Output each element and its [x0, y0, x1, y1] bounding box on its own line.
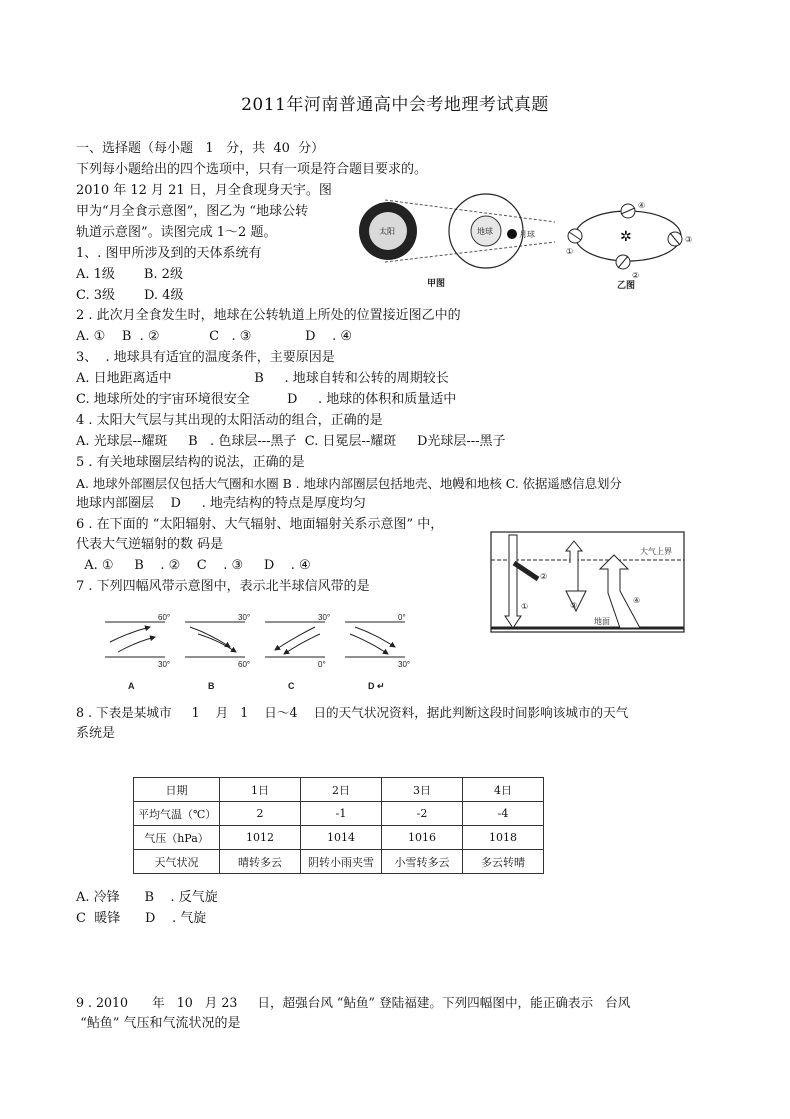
- atmosphere-top-label: 大气上界: [640, 547, 672, 556]
- table-cell: 小雪转多云: [382, 850, 463, 874]
- question-6-options: A. ① B . ② C . ③ D . ④: [76, 558, 311, 573]
- question-stem: 轨道示意图”。读图完成 1～2 题。: [76, 225, 277, 240]
- question-4: 4 . 太阳大气层与其出现的太阳活动的组合，正确的是: [76, 413, 383, 428]
- table-cell: 平均气温（℃）: [134, 802, 220, 826]
- table-header-cell: 4日: [463, 778, 544, 802]
- lunar-eclipse-diagram: [359, 194, 555, 288]
- point-1: ①: [566, 247, 574, 256]
- sun-label: 太阳: [379, 227, 395, 236]
- table-cell: 1014: [301, 826, 382, 850]
- table-header-cell: 日期: [134, 778, 220, 802]
- ground-label: 地面: [594, 617, 610, 626]
- question-8: 8 . 下表是某城市 1 月 1 日～4 日的天气状况资料，据此判断这段时间影响该城市的天气: [76, 705, 629, 720]
- question-1: 1、. 图甲所涉及到的天体系统有: [76, 246, 262, 261]
- table-cell: 阴转小雨夹雪: [301, 850, 382, 874]
- question-3-options: A. 日地距离适中 B . 地球自转和公转的周期较长: [76, 371, 449, 386]
- arrow-label-1: ①: [521, 602, 529, 611]
- option-d-label: D ↵: [368, 681, 385, 691]
- question-2: 2 . 此次月全食发生时，地球在公转轨道上所处的位置接近图乙中的: [76, 308, 461, 323]
- question-3-options: C. 地球所处的宇宙环境很安全 D . 地球的体积和质量适中: [76, 392, 457, 407]
- lat-top-d: 0°: [398, 613, 406, 622]
- question-5-options: A. 地球外部圈层仅包括大气圈和水圈 B . 地球内部圈层包括地壳、地幔和地核 C. 依据遥感信息划分: [76, 476, 622, 491]
- table-cell: 天气状况: [134, 850, 220, 874]
- question-8-options: A. 冷锋 B . 反气旋: [76, 890, 218, 905]
- radiation-figure: [490, 531, 686, 635]
- page-title: 2011年河南普通高中会考地理考试真题: [241, 95, 549, 115]
- question-2-options: A. ① B . ② C . ③ D . ④: [76, 329, 353, 344]
- question-6: 6 . 在下面的 “太阳辐射、大气辐射、地面辐射关系示意图” 中，: [76, 517, 444, 532]
- weather-table: [133, 777, 544, 874]
- arrow-label-3: ③: [570, 601, 578, 610]
- question-5-options: 地球内部圈层 D . 地壳结构的特点是厚度均匀: [76, 496, 366, 511]
- table-cell: 多云转晴: [463, 850, 544, 874]
- question-8-options: C 暖锋 D . 气旋: [76, 911, 207, 926]
- question-stem: 2010 年 12 月 21 日，月全食现身天宇。图: [76, 183, 332, 198]
- section-heading: 一、选择题（每小题 1 分，共 40 分）: [76, 141, 325, 156]
- arrow-label-4: ④: [633, 596, 641, 605]
- question-1-options: C. 3级 D. 4级: [76, 288, 184, 303]
- option-b-label: B: [208, 681, 215, 691]
- question-7: 7 . 下列四幅风带示意图中，表示北半球信风带的是: [76, 579, 370, 594]
- table-cell: -4: [463, 802, 544, 826]
- question-5: 5 . 有关地球圈层结构的说法，正确的是: [76, 455, 305, 470]
- point-2: ②: [632, 271, 640, 280]
- table-cell: -2: [382, 802, 463, 826]
- question-3: 3、 . 地球具有适宜的温度条件，主要原因是: [76, 350, 335, 365]
- wind-belt-d: [345, 613, 410, 691]
- option-c-label: C: [288, 681, 295, 691]
- table-cell: 1018: [463, 826, 544, 850]
- lat-top-c: 30°: [318, 613, 331, 622]
- table-header-cell: 2日: [301, 778, 382, 802]
- wind-belt-a: [105, 613, 170, 691]
- orbit-figure: [355, 190, 715, 292]
- question-9: 9 . 2010 年 10 月 23 日，超强台风 “鲇鱼” 登陆福建。下列四幅图中，能正确表示 台风: [76, 995, 631, 1010]
- lat-bottom-b: 60°: [238, 660, 251, 669]
- point-3: ③: [685, 235, 693, 244]
- point-4: ④: [638, 201, 646, 210]
- table-row: [134, 850, 544, 874]
- arrow-label-2: ②: [540, 572, 548, 581]
- table-cell: 1012: [220, 826, 301, 850]
- revolution-orbit-diagram: [566, 201, 692, 290]
- table-cell: 1016: [382, 826, 463, 850]
- question-8: 系统是: [76, 726, 116, 741]
- question-1-options: A. 1级 B. 2级: [76, 267, 183, 282]
- lat-top-b: 30°: [238, 613, 251, 622]
- table-row: [134, 802, 544, 826]
- moon-disc: [507, 229, 517, 239]
- question-4-options: A. 光球层--耀斑 B . 色球层---黑子 C. 日冕层--耀斑 D光球层---黑子: [76, 434, 506, 449]
- table-header-cell: 1日: [220, 778, 301, 802]
- table-cell: -1: [301, 802, 382, 826]
- wind-belt-figures: [100, 612, 420, 694]
- table-header-row: [134, 778, 544, 802]
- table-header-cell: 3日: [382, 778, 463, 802]
- table-row: [134, 826, 544, 850]
- caption-yi: 乙图: [617, 280, 636, 290]
- reflected-arrow: [514, 563, 538, 579]
- option-a-label: A: [128, 681, 135, 691]
- sun-symbol: ✲: [620, 229, 632, 245]
- lat-bottom-c: 0°: [318, 660, 326, 669]
- wind-belt-c: [265, 613, 330, 691]
- lat-bottom-a: 30°: [158, 660, 171, 669]
- question-9: “鲇鱼” 气压和气流状况的是: [76, 1016, 241, 1031]
- moon-label: 月球: [519, 230, 535, 239]
- earth-label: 地球: [477, 227, 493, 236]
- instruction-text: 下列每小题给出的四个选项中，只有一项是符合题目要求的。: [76, 162, 428, 177]
- wind-belt-b: [185, 613, 250, 691]
- table-cell: 晴转多云: [220, 850, 301, 874]
- ground-radiation-arrow: [566, 541, 582, 591]
- question-stem: 甲为“月全食示意图”，图乙为 “地球公转: [76, 204, 309, 219]
- table-cell: 2: [220, 802, 301, 826]
- caption-jia: 甲图: [427, 278, 446, 288]
- question-6: 代表大气逆辐射的数 码是: [76, 537, 224, 552]
- lat-bottom-d: 30°: [398, 660, 411, 669]
- table-cell: 气压（hPa）: [134, 826, 220, 850]
- solar-radiation-arrow: [505, 535, 521, 628]
- lat-top-a: 60°: [158, 613, 171, 622]
